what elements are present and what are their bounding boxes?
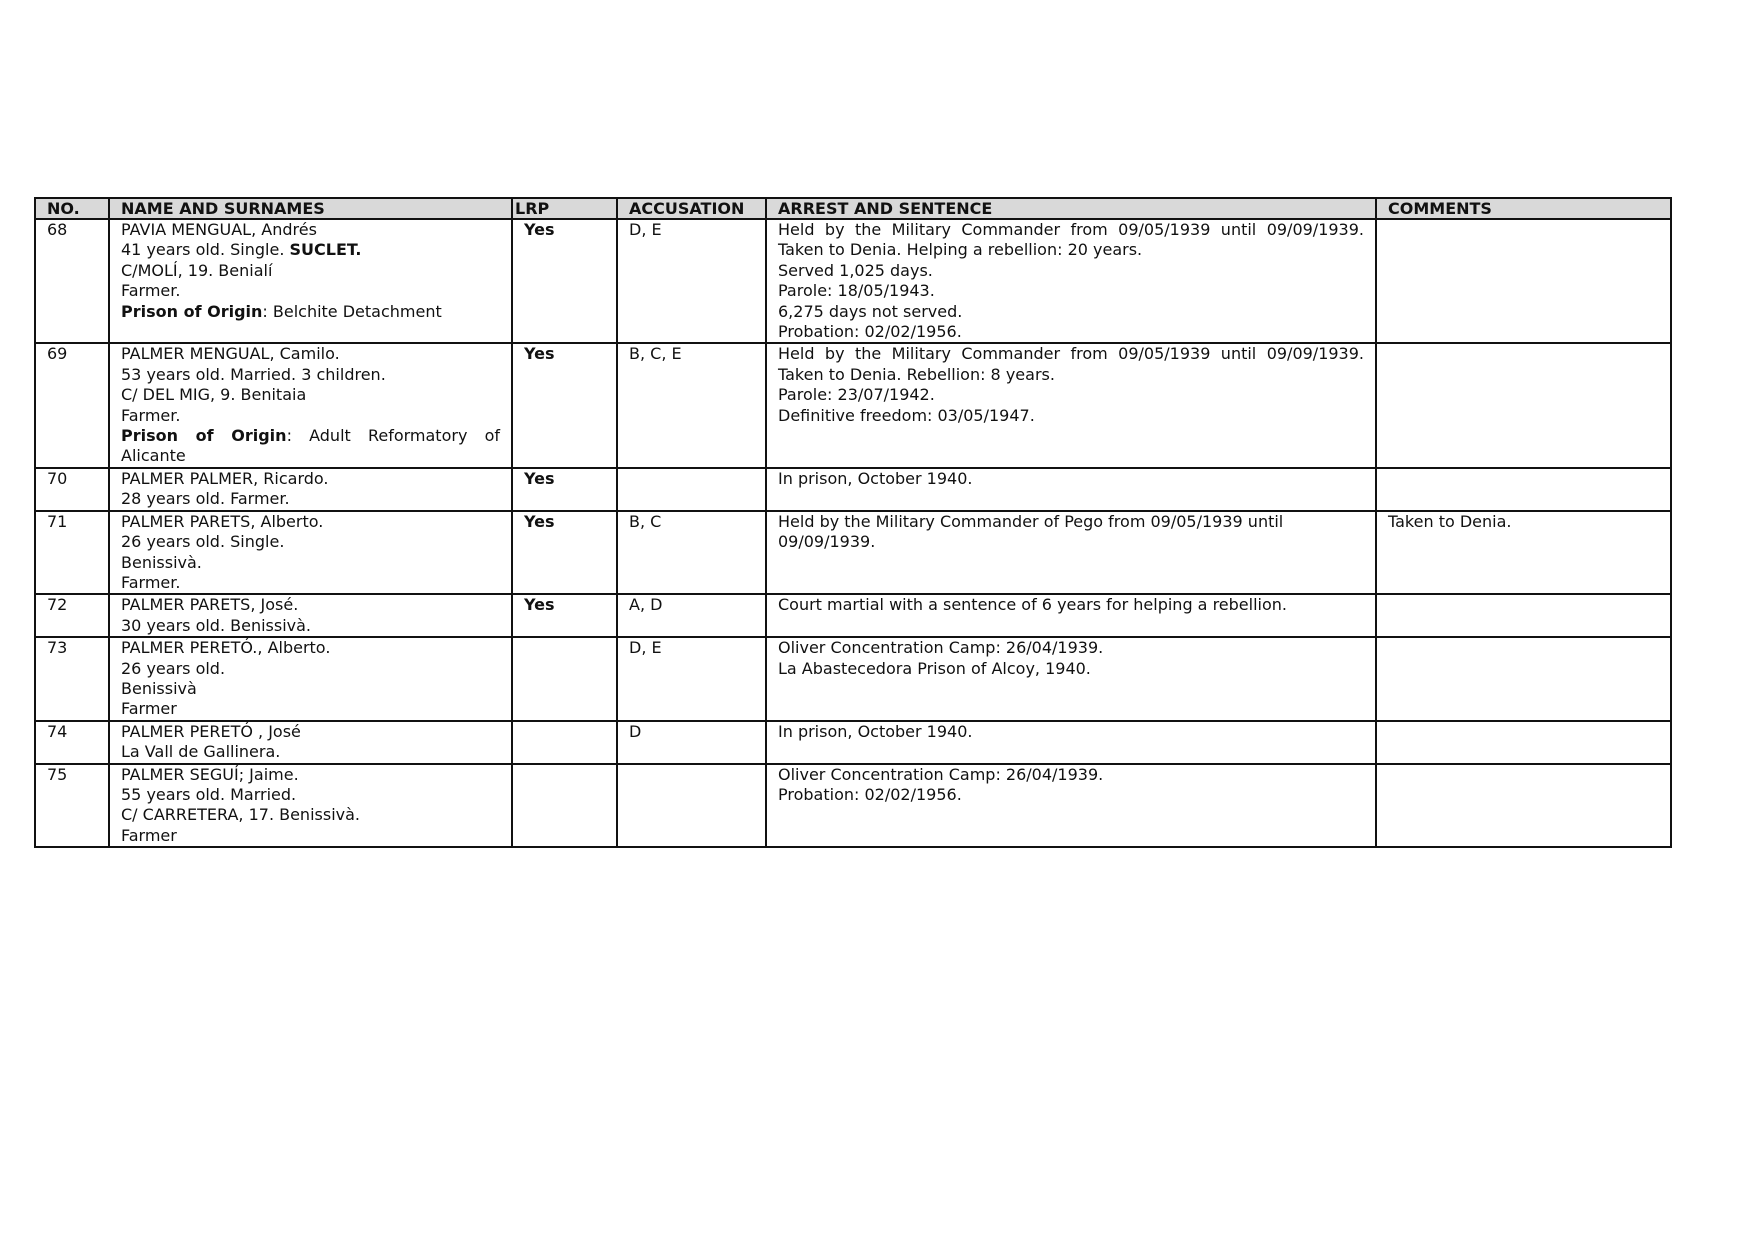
comments-cell: Taken to Denia.: [1376, 511, 1671, 595]
row-number: 74: [35, 721, 109, 764]
arrest-line: Definitive freedom: 03/05/1947.: [778, 405, 1035, 425]
name-line: 53 years old. Married. 3 children.: [121, 364, 386, 384]
name-cell: [109, 511, 512, 595]
name-line: Farmer: [121, 825, 177, 845]
name-line: PALMER PERETÓ., Alberto.: [121, 638, 331, 658]
name-line: Farmer.: [121, 572, 181, 592]
accusation-cell: B, C, E: [617, 343, 766, 467]
name-line: 30 years old. Benissivà.: [121, 615, 312, 635]
lrp-cell: [512, 764, 617, 848]
lrp-cell: [512, 721, 617, 764]
accusation-cell: B, C: [617, 511, 766, 595]
accusation-cell: A, D: [617, 594, 766, 637]
name-line: PALMER PARETS, Alberto.: [121, 511, 324, 531]
arrest-line: La Abastecedora Prison of Alcoy, 1940.: [778, 658, 1091, 678]
comments-cell: [1376, 468, 1671, 511]
table-row: [35, 511, 1671, 595]
arrest-cell: [766, 468, 1376, 511]
arrest-line: Probation: 02/02/1956.: [778, 784, 962, 804]
name-line: PALMER SEGUÍ; Jaime.: [121, 764, 299, 784]
name-cell: [109, 594, 512, 637]
table-row: [35, 721, 1671, 764]
table-row: [35, 219, 1671, 343]
arrest-line: Court martial with a sentence of 6 years for helping a rebellion.: [778, 595, 1287, 615]
header-arrest: ARREST AND SENTENCE: [766, 198, 1376, 219]
arrest-line: 09/09/1939.: [778, 532, 876, 552]
name-line: 41 years old. Single. SUCLET.: [121, 240, 362, 260]
name-line: C/ DEL MIG, 9. Benitaia: [121, 385, 307, 405]
row-number: 75: [35, 764, 109, 848]
accusation-cell: D: [617, 721, 766, 764]
name-line: Benissivà: [121, 678, 197, 698]
arrest-cell: [766, 637, 1376, 721]
header-name: NAME AND SURNAMES: [109, 198, 512, 219]
accusation-cell: [617, 468, 766, 511]
name-line: PAVIA MENGUAL, Andrés: [121, 220, 317, 239]
row-number: 70: [35, 468, 109, 511]
lrp-cell: [512, 637, 617, 721]
arrest-line: Parole: 18/05/1943.: [778, 281, 935, 301]
name-line: 28 years old. Farmer.: [121, 489, 290, 509]
name-cell: [109, 764, 512, 848]
prison-of-origin-label: Prison of Origin: [121, 301, 263, 321]
name-cell: [109, 721, 512, 764]
name-line: 55 years old. Married.: [121, 784, 297, 804]
name-line-bold: SUCLET.: [289, 240, 362, 260]
lrp-cell: Yes: [512, 594, 617, 637]
name-line: Benissivà.: [121, 552, 202, 572]
header-accusation: ACCUSATION: [617, 198, 766, 219]
arrest-line: Oliver Concentration Camp: 26/04/1939.: [778, 764, 1104, 784]
arrest-line: Served 1,025 days.: [778, 260, 933, 280]
row-number: 68: [35, 219, 109, 343]
name-line: Farmer.: [121, 281, 181, 301]
comments-cell: [1376, 343, 1671, 467]
table-row: [35, 343, 1671, 467]
lrp-cell: Yes: [512, 468, 617, 511]
arrest-cell: [766, 721, 1376, 764]
arrest-cell: [766, 764, 1376, 848]
arrest-cell: [766, 511, 1376, 595]
name-line: C/ CARRETERA, 17. Benissivà.: [121, 805, 360, 825]
accusation-cell: D, E: [617, 219, 766, 343]
name-line: La Vall de Gallinera.: [121, 742, 281, 762]
accusation-cell: [617, 764, 766, 848]
table-row: [35, 637, 1671, 721]
lrp-cell: Yes: [512, 343, 617, 467]
arrest-line: Taken to Denia. Rebellion: 8 years.: [778, 364, 1055, 384]
name-line: Prison of Origin: Adult Reformatory of: [121, 426, 500, 446]
lrp-cell: Yes: [512, 511, 617, 595]
name-line: PALMER MENGUAL, Camilo.: [121, 344, 340, 364]
name-cell: [109, 219, 512, 343]
header-lrp: LRP: [512, 198, 617, 219]
name-line: Farmer: [121, 699, 177, 719]
row-number: 71: [35, 511, 109, 595]
name-cell: [109, 637, 512, 721]
arrest-cell: [766, 594, 1376, 637]
name-line: PALMER PARETS, José.: [121, 595, 299, 615]
name-line: PALMER PALMER, Ricardo.: [121, 468, 329, 488]
arrest-line: Held by the Military Commander from 09/05/1939 until 09/09/1939.: [778, 220, 1364, 239]
arrest-line: Taken to Denia. Helping a rebellion: 20 years.: [778, 240, 1143, 260]
name-line: C/MOLÍ, 19. Benialí: [121, 260, 273, 280]
arrest-cell: [766, 219, 1376, 343]
name-line: 26 years old.: [121, 658, 226, 678]
name-line: Prison of Origin: Belchite Detachment: [121, 301, 442, 321]
table-row: [35, 764, 1671, 848]
records-table: [34, 197, 1672, 848]
arrest-line: Held by the Military Commander from 09/05/1939 until 09/09/1939.: [778, 344, 1364, 364]
header-row: [35, 198, 1671, 219]
name-cell: [109, 343, 512, 467]
prison-of-origin-label: Prison of Origin: [121, 426, 287, 446]
table-row: [35, 468, 1671, 511]
arrest-line: In prison, October 1940.: [778, 468, 973, 488]
arrest-line: 6,275 days not served.: [778, 301, 963, 321]
name-cell: [109, 468, 512, 511]
name-line: Alicante: [121, 446, 186, 466]
arrest-line: Held by the Military Commander of Pego from 09/05/1939 until: [778, 511, 1284, 531]
comments-cell: [1376, 594, 1671, 637]
comments-cell: [1376, 637, 1671, 721]
row-number: 73: [35, 637, 109, 721]
comments-cell: [1376, 764, 1671, 848]
header-comments: COMMENTS: [1376, 198, 1671, 219]
row-number: 69: [35, 343, 109, 467]
header-no: NO.: [35, 198, 109, 219]
arrest-cell: [766, 343, 1376, 467]
name-line: PALMER PERETÓ , José: [121, 721, 301, 741]
arrest-line: In prison, October 1940.: [778, 721, 973, 741]
comments-cell: [1376, 219, 1671, 343]
name-line: Farmer.: [121, 405, 181, 425]
table-row: [35, 594, 1671, 637]
accusation-cell: D, E: [617, 637, 766, 721]
name-line: 26 years old. Single.: [121, 532, 285, 552]
arrest-line: Probation: 02/02/1956.: [778, 322, 962, 342]
arrest-line: Parole: 23/07/1942.: [778, 385, 935, 405]
lrp-cell: Yes: [512, 219, 617, 343]
comments-cell: [1376, 721, 1671, 764]
row-number: 72: [35, 594, 109, 637]
arrest-line: Oliver Concentration Camp: 26/04/1939.: [778, 638, 1104, 658]
